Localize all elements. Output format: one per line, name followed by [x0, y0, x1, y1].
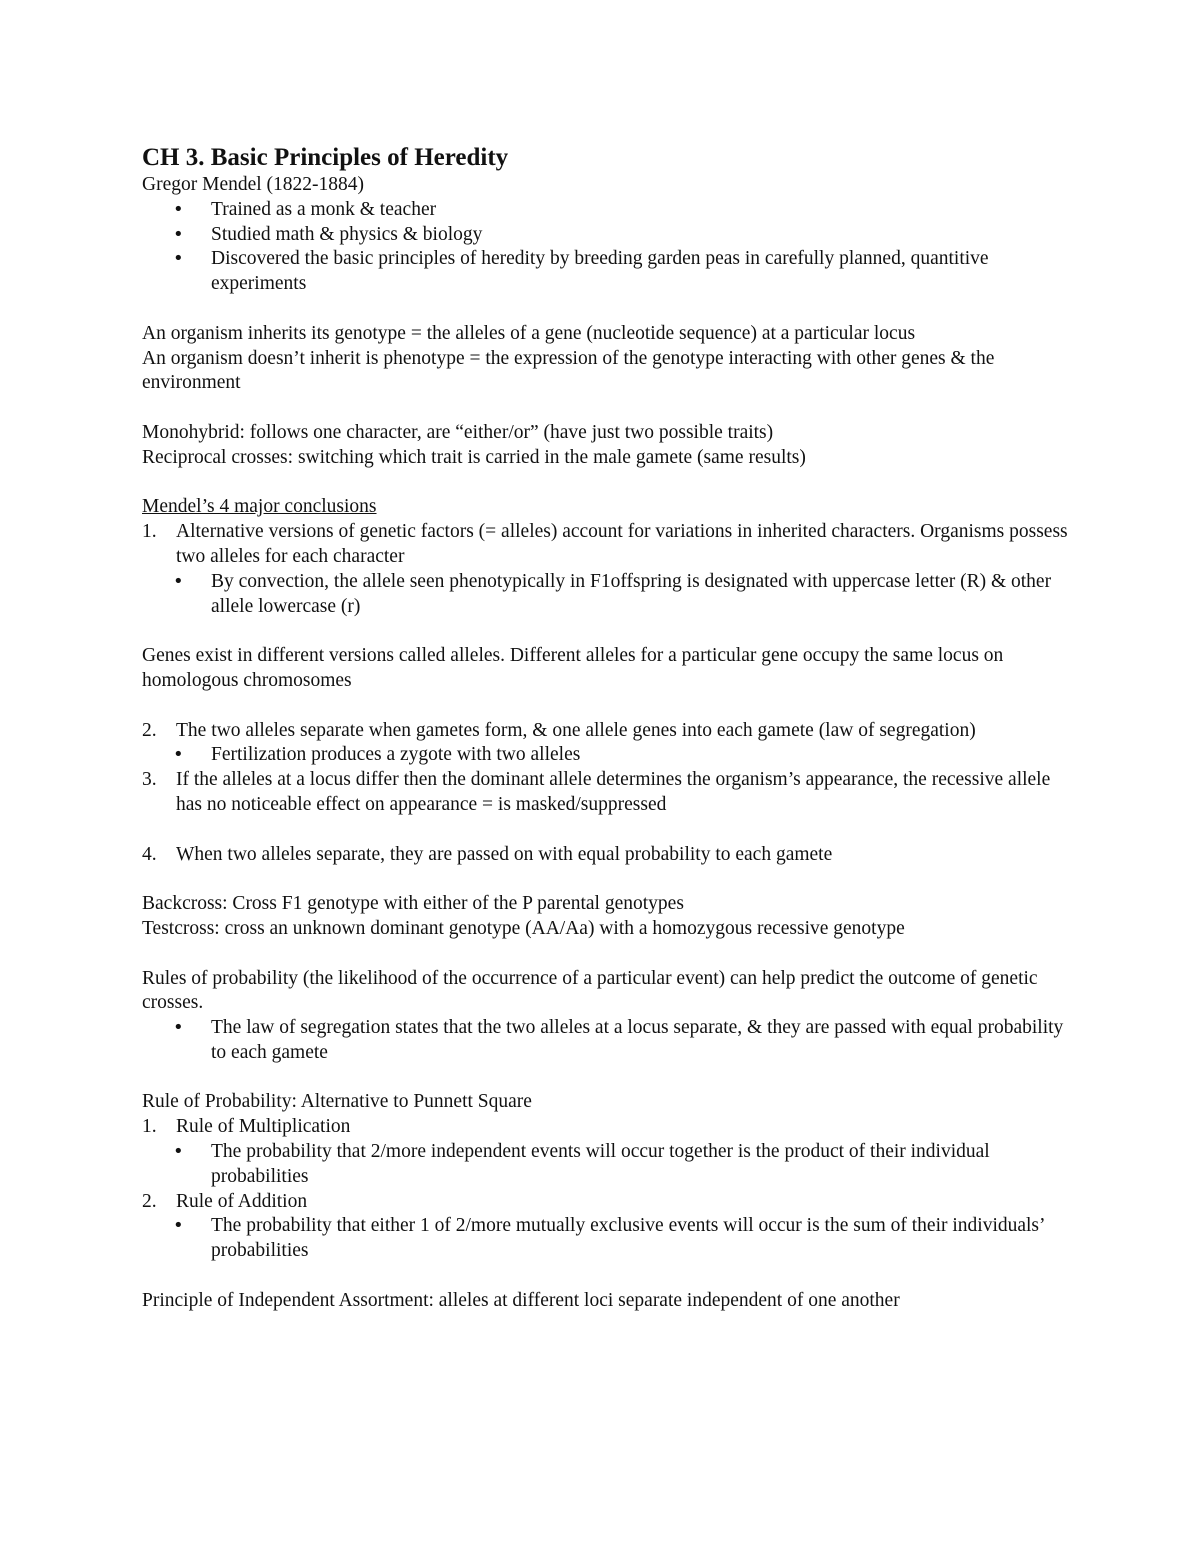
list-item: • Discovered the basic principles of heredity by breeding garden peas in carefully planned, quantitive experiments [142, 247, 1072, 297]
item-number: 4. [142, 843, 157, 865]
probability-paragraph: Rules of probability (the likelihood of the occurrence of a particular event) can help predict the outcome of genetic crosses. [142, 967, 1038, 1014]
numbered-item-4 [142, 843, 1072, 868]
genes-paragraph: Genes exist in different versions called alleles. Different alleles for a particular gene occupy the same locus on homologous chromosomes [142, 645, 1004, 691]
item-text: The two alleles separate when gametes form, & one allele genes into each gamete (law of segregation) [176, 719, 976, 741]
conclusions-heading: Mendel’s 4 major conclusions [142, 496, 377, 518]
sub-bullet-list [142, 1140, 1072, 1190]
document-page [142, 143, 1072, 1314]
assortment-paragraph: Principle of Independent Assortment: alleles at different loci separate independent of one another [142, 1289, 900, 1311]
item-number: 1. [142, 1116, 157, 1138]
item-text: When two alleles separate, they are passed on with equal probability to each gamete [176, 843, 833, 865]
testcross-definition: Testcross: cross an unknown dominant genotype (AA/Aa) with a homozygous recessive genotype [142, 917, 905, 939]
sub-bullet-list [142, 570, 1072, 620]
item-text: Alternative versions of genetic factors (= alleles) account for variations in inherited characters. Organisms possess two alleles for each character [176, 521, 1068, 567]
sub-bullet-list [142, 743, 1072, 768]
numbered-item-3 [142, 768, 1072, 818]
item-text: Rule of Addition [176, 1190, 308, 1212]
item-number: 2. [142, 1190, 157, 1212]
list-item: • Trained as a monk & teacher [142, 198, 1072, 223]
item-number: 2. [142, 719, 157, 741]
list-item: • The probability that 2/more independent events will occur together is the product of their individual probabilities [142, 1140, 1072, 1190]
backcross-definition: Backcross: Cross F1 genotype with either of the P parental genotypes [142, 893, 684, 915]
phenotype-paragraph: An organism doesn’t inherit is phenotype = the expression of the genotype interacting with other genes & the environment [142, 347, 995, 394]
list-item: • Studied math & physics & biology [142, 223, 1072, 248]
reciprocal-definition: Reciprocal crosses: switching which trait is carried in the male gamete (same results) [142, 446, 806, 468]
rules-heading: Rule of Probability: Alternative to Punnett Square [142, 1091, 532, 1113]
list-item: • By convection, the allele seen phenotypically in F1offspring is designated with uppercase letter (R) & other allele lowercase (r) [142, 570, 1072, 620]
numbered-item-rule-1 [142, 1115, 1072, 1140]
numbered-item-1 [142, 520, 1072, 570]
list-item: • The law of segregation states that the two alleles at a locus separate, & they are passed with equal probability to each gamete [142, 1016, 1072, 1066]
mendel-heading: Gregor Mendel (1822-1884) [142, 174, 365, 195]
item-text: Rule of Multiplication [176, 1116, 351, 1138]
list-item: • The probability that either 1 of 2/more mutually exclusive events will occur is the sum of their individuals’ probabilities [142, 1214, 1072, 1264]
numbered-item-2 [142, 719, 1072, 744]
sub-bullet-list [142, 1214, 1072, 1264]
genotype-paragraph: An organism inherits its genotype = the alleles of a gene (nucleotide sequence) at a particular locus [142, 322, 916, 344]
item-text: If the alleles at a locus differ then the dominant allele determines the organism’s appearance, the recessive allele has no noticeable effect on appearance = is masked/suppressed [176, 769, 1051, 815]
item-number: 3. [142, 769, 157, 791]
item-number: 1. [142, 521, 157, 543]
numbered-item-rule-2 [142, 1190, 1072, 1215]
monohybrid-definition: Monohybrid: follows one character, are “either/or” (have just two possible traits) [142, 421, 774, 443]
list-item: • Fertilization produces a zygote with two alleles [142, 743, 1072, 768]
sub-bullet-list [142, 1016, 1072, 1066]
mendel-bullet-list [142, 198, 1072, 297]
page-title: CH 3. Basic Principles of Heredity [142, 144, 509, 171]
